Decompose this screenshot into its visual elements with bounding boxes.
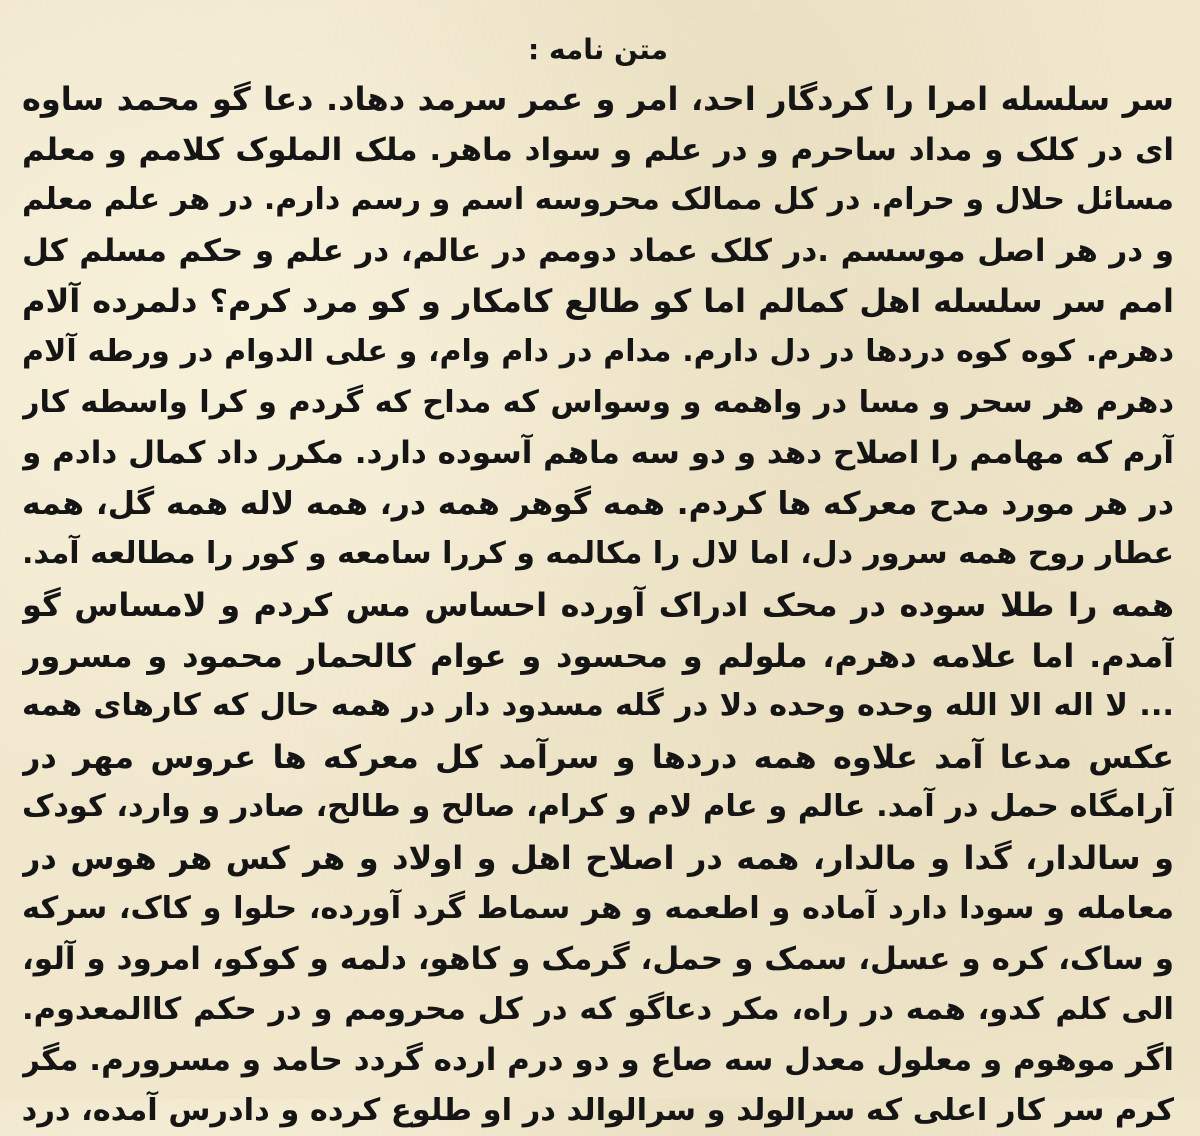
letter-line: دهرم هر سحر و مسا در واهمه و وسواس که مداح که گردم و کرا واسطه کار (22, 384, 1174, 420)
letter-line: آرم که مهامم را اصلاح دهد و دو سه ماهم آسوده دارد. مکرر داد کمال دادم و (22, 435, 1174, 472)
letter-line: مسائل حلال و حرام. در کل ممالک محروسه اسم و رسم دارم. در هر علم معلم (22, 182, 1174, 218)
letter-body (22, 74, 1174, 1136)
letter-line: و سالدار، گدا و مالدار، همه در اصلاح اهل و اولاد و هر کس هر هوس در (22, 838, 1174, 877)
letter-line: ... لا اله الا الله وحده وحده دلا در گله مسدود دار در همه حال که کارهای همه (22, 688, 1174, 724)
letter-line: ای در کلک و مداد ساحرم و در علم و سواد ماهر. ملک الملوک کلامم و معلم (22, 131, 1174, 168)
letter-line: عکس مدعا آمد علاوه همه دردها و سرآمد کل معرکه ها عروس مهر در (22, 737, 1174, 776)
letter-line: و ساک، کره و عسل، سمک و حمل، گرمک و کاهو، دلمه و کوکو، امرود و آلو، (22, 941, 1174, 978)
letter-line: و در هر اصل موسسم .در کلک عماد دومم در عالم، در علم و حکم مسلم کل (22, 232, 1174, 269)
letter-line: همه را طلا سوده در محک ادراک آورده احساس مس کردم و لامساس گو (22, 585, 1174, 624)
letter-line: معامله و سودا دارد آماده و اطعمه و هر سماط گرد آورده، حلوا و کاک، سرکه (22, 890, 1174, 926)
letter-line: امم سر سلسله اهل کمالم اما کو طالع کامکار و کو مرد کرم؟ دلمرده آلام (22, 282, 1174, 321)
letter-line: عطار روح همه سرور دل، اما لال را مکالمه و کررا سامعه و کور را مطالعه آمد. (22, 536, 1174, 572)
letter-line: دهرم. کوه کوه دردها در دل دارم. مدام در دام وام، و علی الدوام در ورطه آلام (22, 333, 1174, 369)
letter-line: الی کلم کدو، همه در راه، مکر دعاگو که در کل محرومم و در حکم کاالمعدوم. (22, 991, 1174, 1027)
letter-line: در هر مورد مدح معرکه ها کردم. همه گوهر همه در، همه لاله همه گل، همه (22, 485, 1174, 522)
letter-line: اگر موهوم و معلول معدل سه صاع و دو درم ارده گردد حامد و مسرورم. مگر (22, 1042, 1174, 1079)
letter-line: سر سلسله امرا را کردگار احد، امر و عمر سرمد دهاد. دعا گو محمد ساوه (22, 80, 1174, 118)
letter-line: کرم سر کار اعلی که سرالولد و سرالوالد در او طلوع کرده و دادرس آمده، درد (22, 1092, 1174, 1128)
letter-line: آرامگاه حمل در آمد. عالم و عام لام و کرام، صالح و طالح، صادر و وارد، کودک (22, 789, 1174, 825)
letter-title: متن نامه : (528, 33, 668, 66)
letter-line: آمدم. اما علامه دهرم، ملولم و محسود و عوام کالحمار محمود و مسرور (22, 636, 1174, 675)
